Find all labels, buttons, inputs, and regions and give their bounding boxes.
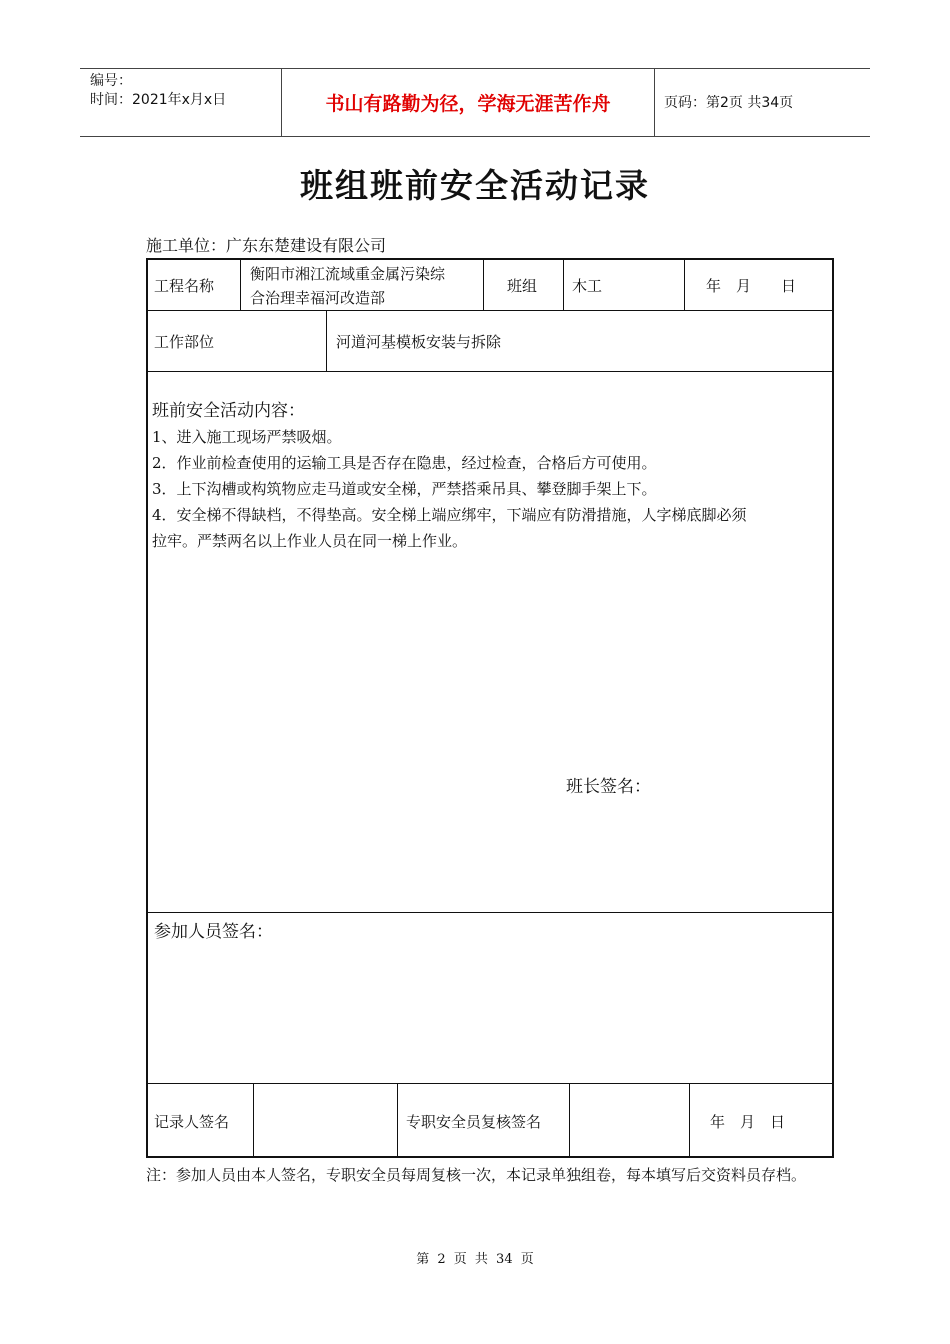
row1-divider-1 — [240, 258, 241, 310]
row2-divider — [326, 310, 327, 371]
row-rule-3 — [146, 912, 834, 913]
row5-divider-1 — [253, 1083, 254, 1158]
row5-divider-3 — [569, 1083, 570, 1158]
activity-title: 班前安全活动内容： — [152, 401, 305, 421]
document-code: 编号： — [90, 73, 132, 89]
row1-divider-4 — [684, 258, 685, 310]
row-rule-2 — [146, 371, 834, 372]
record-table — [146, 258, 834, 1158]
activity-item: 4．安全梯不得缺档，不得垫高。安全梯上端应绑牢，下端应有防滑措施，人字梯底脚必须 — [152, 506, 747, 524]
header-motto: 书山有路勤为径，学海无涯苦作舟 — [325, 92, 611, 115]
activity-item: 3．上下沟槽或构筑物应走马道或安全梯，严禁搭乘吊具、攀登脚手架上下。 — [152, 480, 657, 498]
safety-officer-signature-label: 专职安全员复核签名 — [406, 1112, 542, 1131]
page-footer: 第 2 页 共 34 页 — [416, 1252, 534, 1267]
team-value: 木工 — [572, 276, 603, 295]
team-label: 班组 — [507, 276, 538, 295]
row5-divider-4 — [689, 1083, 690, 1158]
participants-signature-label: 参加人员签名： — [154, 922, 273, 942]
header-bottom-rule — [80, 136, 870, 137]
project-name-line-1: 衡阳市湘江流域重金属污染综 — [250, 265, 446, 283]
page-title: 班组班前安全活动记录 — [300, 166, 650, 205]
project-name-line-2: 合治理幸福河改造部 — [250, 289, 386, 307]
row5-divider-2 — [397, 1083, 398, 1158]
row1-divider-2 — [483, 258, 484, 310]
document-time: 时间：2021年x月x日 — [90, 92, 227, 108]
footnote: 注：参加人员由本人签名，专职安全员每周复核一次，本记录单独组卷，每本填写后交资料员存档。 — [146, 1166, 807, 1184]
work-area-value: 河道河基模板安装与拆除 — [336, 332, 502, 351]
row1-divider-3 — [563, 258, 564, 310]
date-placeholder: 年 月 日 — [706, 276, 797, 295]
recorder-signature-label: 记录人签名 — [154, 1112, 230, 1131]
leader-signature-label: 班长签名： — [566, 777, 651, 797]
work-area-label: 工作部位 — [154, 332, 215, 351]
activity-item: 拉牢。严禁两名以上作业人员在同一梯上作业。 — [152, 532, 468, 550]
project-name-value — [250, 262, 445, 310]
activity-item: 1、进入施工现场严禁吸烟。 — [152, 428, 342, 446]
bottom-date-placeholder: 年 月 日 — [710, 1112, 786, 1131]
project-name-label: 工程名称 — [154, 276, 215, 295]
activity-item: 2．作业前检查使用的运输工具是否存在隐患，经过检查，合格后方可使用。 — [152, 454, 657, 472]
header-meta — [90, 72, 226, 110]
activity-content — [152, 398, 828, 554]
header-page-info: 页码：第2页 共34页 — [664, 95, 794, 111]
construction-unit: 施工单位：广东东楚建设有限公司 — [146, 236, 387, 255]
header-divider-right — [654, 68, 655, 136]
